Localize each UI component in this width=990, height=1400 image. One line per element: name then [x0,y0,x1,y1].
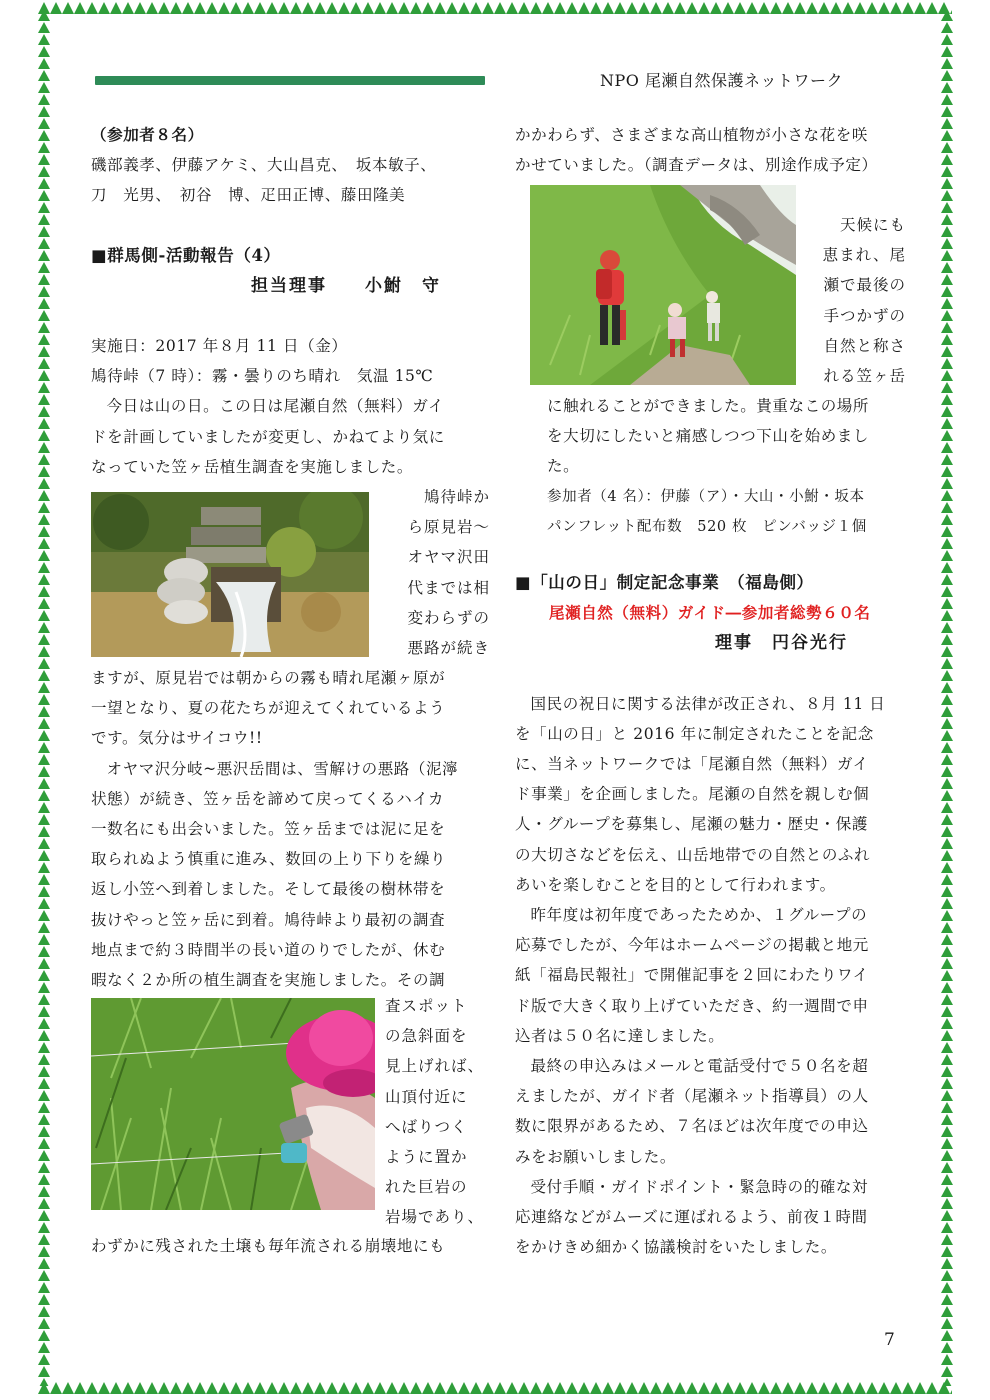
tree-border-left [37,10,51,1386]
body-line: わずかに残された土壌も毎年流される崩壊地にも [91,1237,446,1255]
photo-hikers-slope [530,185,796,385]
body-line: ますが、原見岩では朝からの霧も晴れ尾瀬ヶ原が [91,669,446,687]
body-line: えましたが、ガイド者（尾瀬ネット指導員）の人 [515,1087,869,1106]
body-line: みをお願いしました。 [515,1147,677,1166]
wrap-line: 恵まれ、尾 [822,246,906,265]
body-line: です。気分はサイコウ!! [91,729,263,748]
body-line: あいを楽しむことを目的として行われます。 [515,875,836,894]
wrap-line: 自然と称さ [823,336,906,355]
body-line: をかけきめ細かく協議検討をいたしました。 [515,1238,838,1257]
photo-survey-grass [91,998,375,1210]
wrap-line: 山頂付近に [385,1087,468,1106]
right-column-top [515,120,907,180]
right-column-fukushima [515,568,907,1262]
wrap-text-1 [380,482,490,663]
wrap-text-3 [800,210,906,391]
body-line: 応募でしたが、今年はホームページの掲載と地元 [515,936,869,955]
body-line: 抜けやっと笠ヶ岳に到着。鳩待峠より最初の調査 [91,910,446,929]
header-accent-bar [95,76,485,85]
right-column-after-photo [547,391,907,542]
tree-border-bottom [38,1382,952,1396]
body-line: に、当ネットワークでは「尾瀬自然（無料）ガイ [515,755,869,774]
body-line: 昨年度は初年度であったためか、１グループの [530,906,868,925]
weather-line: 鳩待峠（7 時）：霧・曇りのち晴れ 気温 15℃ [91,367,434,386]
wrap-line: 鳩待峠か [423,488,490,506]
body-line: ド事業」を企画しました。尾瀬の自然を親しむ個 [515,785,870,804]
body-line: た。 [547,457,580,476]
body-line: 紙「福島民報社」で開催記事を２回にわたりワイ [515,966,869,985]
body-line: 地点まで約３時間半の長い道のりでしたが、休む [91,940,446,959]
body-line: に触れることができました。貴重なこの場所 [547,397,870,415]
wrap-line: オヤマ沢田 [407,548,490,567]
wrap-line: れた巨岩の [385,1178,468,1197]
wrap-line: ら原見岩～ [407,518,490,537]
participants-line: 刀 光男、 初谷 博、疋田正博、藤田隆美 [91,186,406,205]
wrap-line: 手つかずの [823,306,906,325]
body-line: 一望となり、夏の花たちが迎えてくれているよう [91,699,446,718]
header-organization: NPO 尾瀬自然保護ネットワーク [600,71,843,90]
wrap-line: 変わらずの [407,608,490,627]
left-column-end [91,1231,483,1261]
body-line: ド版で大きく取り上げていただき、約一週間で申 [515,996,869,1015]
section-title-gunma: ■群馬側-活動報告（4） [91,245,281,265]
wrap-text-2 [385,991,495,1233]
body-line: 最終の申込みはメールと電話受付で５０名を超 [530,1057,869,1076]
body-line: 暇なく２か所の植生調査を実施しました。その調 [91,971,446,990]
body-line: 人・グループを募集し、尾瀬の魅力・歴史・保護 [515,815,868,834]
members-line: 参加者（4 名）：伊藤（ア）・大山・小鮒・坂本 [547,488,865,505]
wrap-line: 査スポット [385,997,468,1015]
wrap-line: れる笠ヶ岳 [823,367,906,386]
wrap-line: 悪路が続き [407,639,490,658]
body-line: を大切にしたいと痛感しつつ下山を始めまし [547,427,870,446]
left-column-middle [91,663,483,995]
wrap-line: の急斜面を [385,1027,468,1046]
red-subtitle: 尾瀬自然（無料）ガイド―参加者総勢６０名 [549,603,871,623]
author-fukushima: 理事 円谷光行 [715,633,848,654]
wrap-line: 瀬で最後の [823,276,906,295]
body-line: 受付手順・ガイドポイント・緊急時の的確な対 [530,1177,869,1196]
section-title-fukushima: ■「山の日」制定記念事業 （福島側） [515,573,814,592]
author-gunma: 担当理事 小鮒 守 [251,275,441,296]
body-line: 状態）が続き、笠ヶ岳を諦めて戻ってくるハイカ [91,789,445,808]
pamphlet-line: パンフレット配布数 520 枚 ピンバッジ１個 [547,518,867,535]
wrap-line: 見上げれば、 [385,1057,485,1076]
body-line: 込者は５０名に達しました。 [515,1026,725,1045]
page-number: 7 [884,1330,895,1350]
body-line: を「山の日」と 2016 年に制定されたことを記念 [515,724,874,743]
wrap-line: ように置か [385,1148,468,1167]
wrap-line: 代までは相 [407,578,490,597]
body-line: 応連絡などがムーズに運ばれるよう、前夜１時間 [515,1208,868,1227]
body-line: 一数名にも出会いました。笠ヶ岳までは泥に足を [91,820,446,839]
tree-border-top [38,2,952,16]
tree-border-right [940,10,954,1386]
wrap-line: 岩場であり、 [385,1208,485,1227]
body-line: かかわらず、さまざまな高山植物が小さな花を咲 [515,126,868,144]
wrap-line: へばりつく [385,1117,468,1136]
body-line: なっていた笠ヶ岳植生調査を実施しました。 [91,457,414,476]
body-line: 数に限界があるため、７名ほどは次年度での申込 [515,1117,869,1136]
participants-line: 磯部義孝、伊藤アケミ、大山昌克、 坂本敏子、 [91,156,437,175]
body-line: ドを計画していましたが変更し、かねてより気に [91,427,445,446]
wrap-line: 天候にも [839,216,906,234]
photo-stream-steps [91,492,369,657]
body-line: かせていました。（調査データは、別途作成予定） [515,156,878,175]
body-line: オヤマ沢分岐~悪沢岳間は、雪解けの悪路（泥濘 [106,759,459,778]
participants-heading: （参加者８名） [91,125,204,144]
body-line: 国民の祝日に関する法律が改正され、８月 11 日 [530,694,886,713]
date-line: 実施日：2017 年８月 11 日（金） [91,337,348,356]
body-line: 取られぬよう慎重に進み、数回の上り下りを繰り [91,850,447,869]
body-line: の大切さなどを伝え、山岳地帯での自然とのふれ [515,845,871,864]
left-column [91,120,483,482]
body-line: 今日は山の日。この日は尾瀬自然（無料）ガイ [106,397,445,416]
body-line: 返し小笠へ到着しました。そして最後の樹林帯を [91,880,446,899]
